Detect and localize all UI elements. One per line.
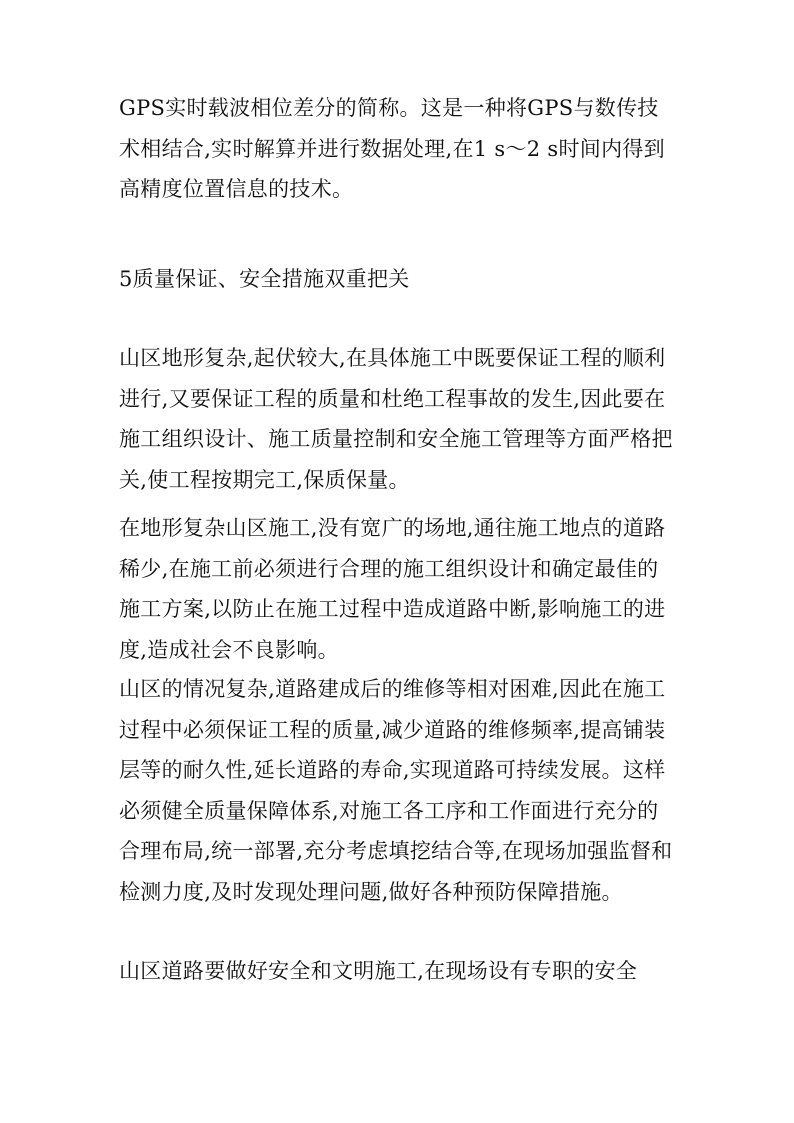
body-paragraph: 在地形复杂山区施工,没有宽广的场地,通往施工地点的道路稀少,在施工前必须进行合理的施工组织设计和确定最佳的施工方案,以防止在施工过程中造成道路中断,影响施工的进度,造成社会不良影响。 (119, 516, 666, 662)
section-heading: 5质量保证、安全措施双重把关 (119, 267, 410, 291)
body-paragraph: 山区的情况复杂,道路建成后的维修等相对困难,因此在施工过程中必须保证工程的质量,减少道路的维修频率,提高铺装层等的耐久性,延长道路的寿命,实现道路可持续发展。这样必须健全质量保障体系,对施工各工序和工作面进行充分的合理布局,统一部署,充分考虑填挖结合等,在现场加强监督和检测力度,及时发现处理问题,做好各种预防保障措施。 (119, 677, 673, 904)
intro-paragraph: GPS实时载波相位差分的简称。这是一种将GPS与数传技术相结合,实时解算并进行数据处理,在1 s～2 s时间内得到高精度位置信息的技术。 (119, 96, 665, 201)
body-paragraph: 山区道路要做好安全和文明施工,在现场设有专职的安全 (119, 959, 638, 983)
body-paragraph: 山区地形复杂,起伏较大,在具体施工中既要保证工程的顺利进行,又要保证工程的质量和杜绝工程事故的发生,因此要在施工组织设计、施工质量控制和安全施工管理等方面严格把关,使工程按期完工,保质保量。 (119, 346, 673, 492)
